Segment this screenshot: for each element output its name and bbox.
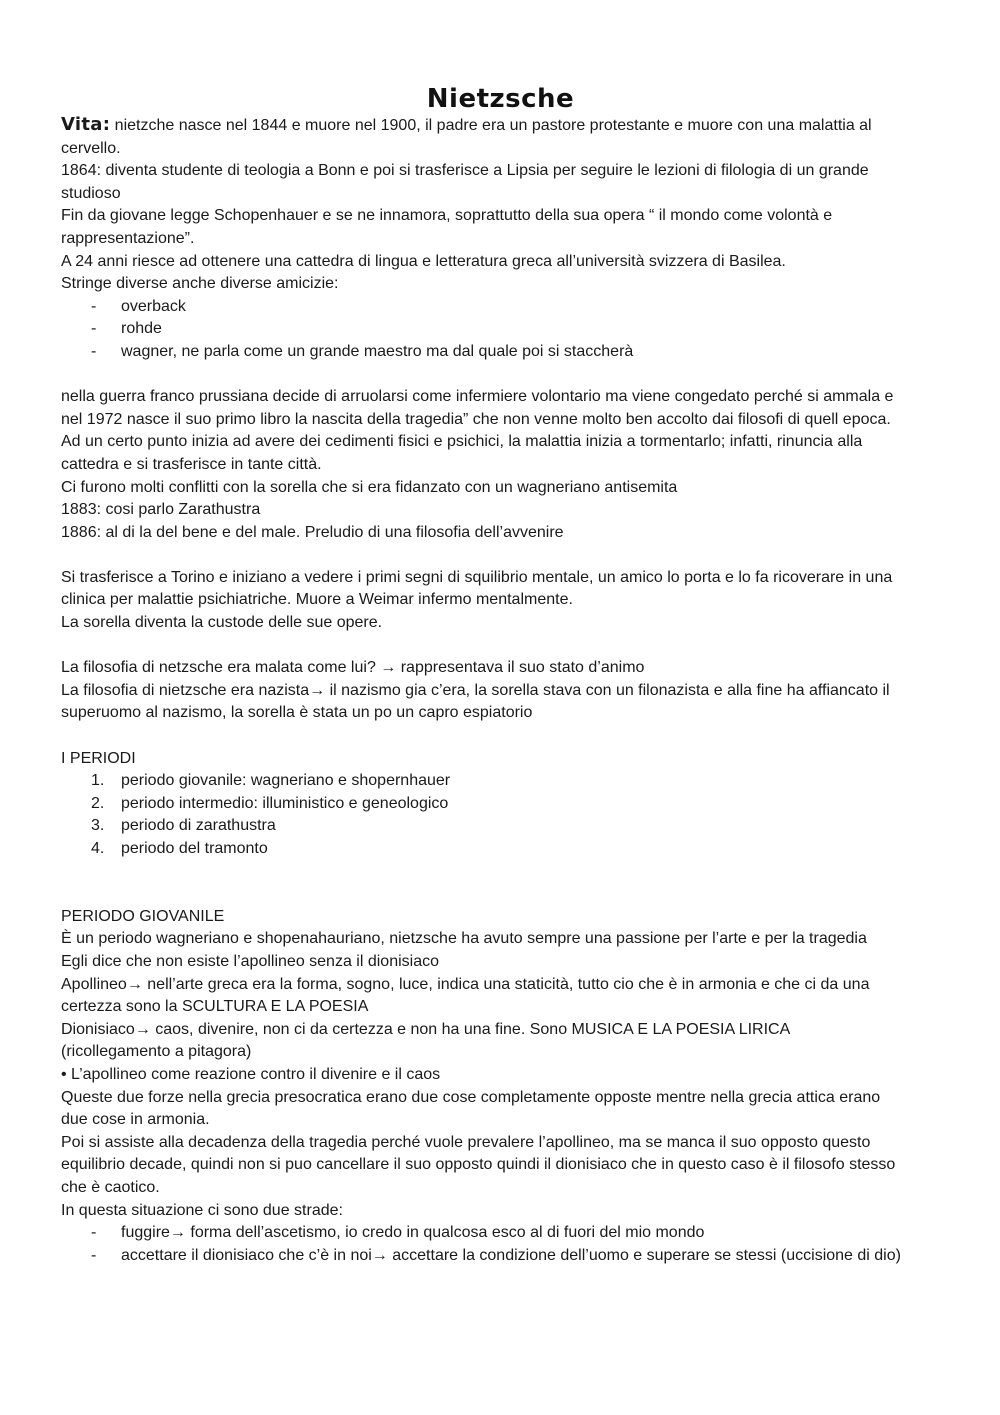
vita-line: rappresentazione”. xyxy=(61,229,195,247)
paragraph-line: 1886: al di la del bene e del male. Preludio di una filosofia dell’avvenire xyxy=(61,523,564,541)
dash-bullet: - xyxy=(91,1224,97,1242)
paragraph-line: Dionisiaco→ caos, divenire, non ci da certezza e non ha una fine. Sono MUSICA E LA POESIA LIRICA xyxy=(61,1020,791,1038)
friends-list xyxy=(61,296,940,364)
paragraph-line: Poi si assiste alla decadenza della tragedia perché vuole prevalere l’apollineo, ma se manca il suo opposto questo xyxy=(61,1133,871,1151)
paragraph-line: cattedra e si trasferisce in tante città. xyxy=(61,455,322,473)
paragraph-line: La filosofia di netzsche era malata come lui? → rappresentava il suo stato d’animo xyxy=(61,659,645,677)
paragraph-line: (ricollegamento a pitagora) xyxy=(61,1043,252,1061)
list-item xyxy=(61,770,940,793)
friend-text: overback xyxy=(121,297,186,315)
paragraph-line: • L’apollineo come reazione contro il divenire e il caos xyxy=(61,1065,441,1083)
vita-label: Vita: xyxy=(61,114,111,135)
section-heading-periodi: I PERIODI xyxy=(61,749,136,767)
strade-list xyxy=(61,1222,940,1267)
vita-line: 1864: diventa studente di teologia a Bonn e poi si trasferisce a Lipsia per seguire le lezioni di filologia di un grande xyxy=(61,162,869,180)
paragraph-line: che è caotico. xyxy=(61,1178,160,1196)
paragraph-line: Si trasferisce a Torino e iniziano a vedere i primi segni di squilibrio mentale, un amico lo porta e lo fa ricoverare in una xyxy=(61,568,893,586)
page-title: Nietzsche xyxy=(426,84,575,114)
paragraph-line: superuomo al nazismo, la sorella è stata un po un capro espiatorio xyxy=(61,704,533,722)
paragraph-line: 1883: cosi parlo Zarathustra xyxy=(61,501,261,519)
periodi-list xyxy=(61,770,940,860)
list-item xyxy=(61,1222,940,1245)
paragraph-line: Egli dice che non esiste l’apollineo senza il dionisiaco xyxy=(61,952,440,970)
vita-line: Stringe diverse anche diverse amicizie: xyxy=(61,275,339,293)
list-item xyxy=(61,341,940,364)
vita-line: Fin da giovane legge Schopenhauer e se ne innamora, soprattutto della sua opera “ il mondo come volontà e xyxy=(61,207,833,225)
list-item xyxy=(61,296,940,319)
paragraph-line: Apollineo→ nell’arte greca era la forma, sogno, luce, indica una staticità, tutto cio che è in armonia e che ci da una xyxy=(61,975,870,993)
vita-intro-text: nietzche nasce nel 1844 e muore nel 1900, il padre era un pastore protestante e muore con una malattia al xyxy=(110,117,872,134)
periodo-text: periodo giovanile: wagneriano e shopernhauer xyxy=(121,772,451,790)
vita-intro-line xyxy=(61,114,940,138)
strada-text: accettare il dionisiaco che c’è in noi→ accettare la condizione dell’uomo e superare se stessi (uccisione di dio) xyxy=(121,1246,901,1264)
dash-bullet: - xyxy=(91,342,97,360)
paragraph-line: In questa situazione ci sono due strade: xyxy=(61,1201,343,1219)
paragraph-line: equilibrio decade, quindi non si puo cancellare il suo opposto quindi il dionisiaco che in questo caso è il filosofo stesso xyxy=(61,1156,896,1174)
friend-text: wagner, ne parla come un grande maestro ma dal quale poi si staccherà xyxy=(121,342,634,360)
vita-line: A 24 anni riesce ad ottenere una cattedra di lingua e letteratura greca all’università svizzera di Basilea. xyxy=(61,252,786,270)
paragraph-line: La sorella diventa la custode delle sue opere. xyxy=(61,614,383,632)
dash-bullet: - xyxy=(91,320,97,338)
vita-line: studioso xyxy=(61,184,121,202)
vita-line: cervello. xyxy=(61,139,121,157)
list-item xyxy=(61,838,940,861)
paragraph-line: Queste due forze nella grecia presocratica erano due cose completamente opposte mentre nella grecia attica erano xyxy=(61,1088,881,1106)
paragraph-line: È un periodo wagneriano e shopenahauriano, nietzsche ha avuto sempre una passione per l’arte e per la tragedia xyxy=(61,930,867,948)
periodo-text: periodo di zarathustra xyxy=(121,817,276,835)
list-item xyxy=(61,793,940,816)
paragraph-line: nel 1972 nasce il suo primo libro la nascita della tragedia” che non venne molto ben accolto dai filosofi di quell epoca. xyxy=(61,410,891,428)
paragraph-line: La filosofia di nietzsche era nazista→ il nazismo gia c’era, la sorella stava con un filonazista e alla fine ha affiancato il xyxy=(61,681,890,699)
list-item xyxy=(61,318,940,341)
section-heading-giovanile: PERIODO GIOVANILE xyxy=(61,907,225,925)
paragraph-line: due cose in armonia. xyxy=(61,1111,210,1129)
dash-bullet: - xyxy=(91,297,97,315)
periodo-text: periodo intermedio: illuministico e geneologico xyxy=(121,794,449,812)
list-number: 4. xyxy=(91,840,105,857)
list-number: 3. xyxy=(91,817,105,835)
paragraph-line: certezza sono la SCULTURA E LA POESIA xyxy=(61,998,369,1016)
list-item xyxy=(61,1245,940,1268)
paragraph-line: Ci furono molti conflitti con la sorella che si era fidanzato con un wagneriano antisemita xyxy=(61,478,678,496)
paragraph-line: clinica per malattie psichiatriche. Muore a Weimar infermo mentalmente. xyxy=(61,591,573,609)
dash-bullet: - xyxy=(91,1246,97,1264)
friend-text: rohde xyxy=(121,320,162,338)
paragraph-line: Ad un certo punto inizia ad avere dei cedimenti fisici e psichici, la malattia inizia a tormentarlo; infatti, rinuncia alla xyxy=(61,433,863,451)
list-number: 2. xyxy=(91,794,105,812)
strada-text: fuggire→ forma dell’ascetismo, io credo in qualcosa esco al di fuori del mio mondo xyxy=(121,1224,705,1242)
periodo-text: periodo del tramonto xyxy=(121,840,268,857)
list-number: 1. xyxy=(91,772,105,790)
list-item xyxy=(61,815,940,838)
paragraph-line: nella guerra franco prussiana decide di arruolarsi come infermiere volontario ma viene congedato perché si ammala e xyxy=(61,388,894,406)
